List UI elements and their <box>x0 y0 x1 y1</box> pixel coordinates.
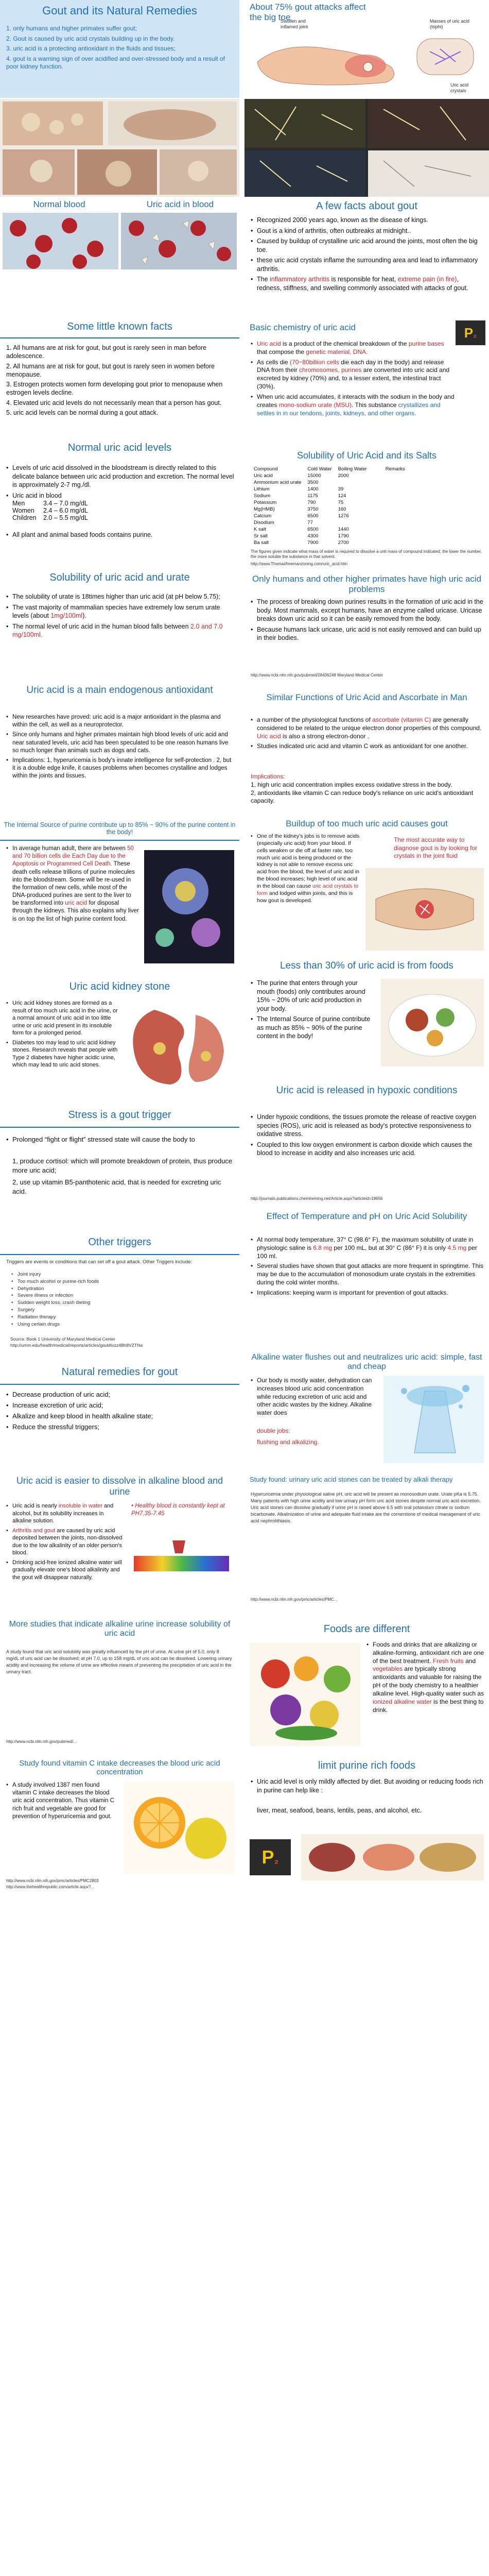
slide-title: Uric acid kidney stone <box>69 981 170 992</box>
list-item: • Since only humans and higher primates maintain high blood levels of uric acid and near saturated levels, uric acid has been speculated to be one reason humans live so much longer than animals such as dogs and cats. <box>5 731 234 755</box>
slide-title: A few facts about gout <box>316 200 417 212</box>
uric-blood-label: Uric acid in blood <box>146 199 214 209</box>
table-row: Sr salt 4300 1790 <box>254 533 349 539</box>
citrus-image <box>124 1782 234 1874</box>
source-link[interactable]: http://www.ncbi.nlm.nih.gov/pmc/articles/PMC... <box>251 1597 338 1602</box>
slide-title: Solubility of Uric Acid and its Salts <box>296 450 437 461</box>
source-link[interactable]: http://www.ncbi.nlm.nih.gov/pubmed/28436248 Maryland Medical Center <box>251 673 383 677</box>
list-item: • Caused by buildup of crystalline uric acid around the joints, most often the big toe. <box>250 237 484 254</box>
triggers-intro: Triggers are events or conditions that can set off a gout attack. Other Triggers include: <box>6 1259 193 1265</box>
studies-body: A study found that uric acid solubility was greatly influenced by the pH of urine. At urine pH of 5.0, only 8 mg/dL of uric acid can be dissolved; at pH 7.0, up to 158 mg/dL of uric acid can be dissolved. Lowering urinary acidity and increasing the volume of urine are effective means of preventing the precipitation of uric acid in the urinary tract. <box>6 1649 232 1675</box>
list-item: • When uric acid accumulates, it interacts with the sodium in the body and creates mono-sodium urate (MSU). This substance crystallizes and settles in in our tendons, joints, kidneys, and other organs. <box>250 393 456 417</box>
slide-title: More studies that indicate alkaline urine increase solubility of uric acid <box>9 1620 231 1638</box>
list-item: • Drinking acid-free ionized alkaline water will gradually elevate one's blood alkalinity and the gout will disappear naturally. <box>5 1559 124 1582</box>
water-list <box>250 1377 378 1419</box>
levels-table: Men 3.4 – 7.0 mg/dL Women 2.4 – 6.0 mg/dL Children 2.0 – 5.5 mg/dL <box>12 500 88 521</box>
stress-list <box>5 1135 232 1146</box>
list-item: • these uric acid crystals inflame the surrounding area and lead to inflammatory arthritis. <box>250 256 484 273</box>
table-row: Ammonium acid urate 3500 <box>254 480 319 485</box>
list-item: • Coupled to this low oxygen environment is carbon dioxide which causes the blood to increase in acidity and also increases uric acid. <box>250 1141 484 1158</box>
list-item: • The vast majority of mammalian species have extremely low serum urate levels (about 1mg/100ml). <box>5 603 234 620</box>
periodic-tile-icon: P₂ <box>250 1839 291 1875</box>
crystal-micrographs <box>244 99 489 197</box>
foods-list <box>250 979 373 1043</box>
list-item: • Prolonged “fight or flight” stressed state will cause the body to <box>5 1135 232 1144</box>
list-item: • Increase excretion of uric acid; <box>5 1401 234 1410</box>
slide-title: Other triggers <box>88 1236 151 1248</box>
slide-title: Stress is a gout trigger <box>68 1109 171 1121</box>
gout-photos <box>0 99 239 197</box>
ascorbate-list <box>250 716 484 753</box>
list-item: • Because humans lack uricase, uric acid is not easily removed and can build up in their bodies. <box>250 625 484 642</box>
slide-internal-source <box>0 819 239 974</box>
fact: 3. Estrogen protects women form developing gout prior to menopause when estrogen levels decline. <box>6 381 223 397</box>
list-item: • Our body is mostly water, dehydration can increases blood uric acid concentration while reducing excretion of uric acid and other acidic wastes by the kidney. Alkaline water does <box>250 1377 378 1417</box>
slide-title: Uric acid is released in hypoxic conditions <box>276 1085 458 1096</box>
primates-list <box>250 598 484 645</box>
page-title: Gout and its Natural Remedies <box>42 4 197 17</box>
fact: 4. Elevated uric acid levels do not necessarily mean that a person has gout. <box>6 399 222 406</box>
antioxidant-list <box>5 714 234 782</box>
kidney-list <box>5 999 118 1071</box>
table-source: http://www.Thomasfreemanzoning.com/uric_acid.htm <box>251 562 348 566</box>
levels-list <box>5 464 234 500</box>
fact: 2. All humans are at risk for gout, but gout is rarely seen in women before menopause. <box>6 362 215 378</box>
list-item: • At normal body temperature, 37° C (98.6° F), the maximum solubility of urate in physiologic saline is 6.8 mg per 100 mL, but at 30° C (86° F) it is only 4.5 mg per 100 ml. <box>250 1236 484 1260</box>
slide-gout-remedies <box>0 0 239 98</box>
list-item: • Uric acid is a product of the chemical breakdown of the purine bases that compose the genetic material, DNA. <box>250 340 456 357</box>
slide-title: Natural remedies for gout <box>61 1366 178 1378</box>
foods-different-list <box>365 1641 485 1716</box>
slide-normal-levels <box>0 428 239 546</box>
list-item: • Diabetes too may lead to uric acid kidney stones. Research reveals that people with Type 2 diabetes have higher acidic urine, which may lead to uric acid stones. <box>5 1039 118 1069</box>
list-item: • Alkalize and keep blood in health alkaline state; <box>5 1412 234 1420</box>
stress-effects: 1, produce cortisol: which will promote breakdown of protein, thus produce more uric acid; 2, use up vitamin B5-panthotenic acid, that is needed for excreting uric acid. <box>12 1157 233 1195</box>
list-item: • A study involved 1387 men found vitamin C intake decreases the blood uric acid concentration. Thus vitamin C rich fruit and vegetable are good for prevention of hyperuricemia and gout. <box>5 1782 116 1821</box>
slide-other-triggers <box>0 1231 239 1360</box>
limit-list <box>250 1777 484 1797</box>
list-item: • The purine that enters through your mouth (foods) only contributes around 15% ~ 20% of uric acid production in your body. <box>250 979 373 1013</box>
list-item: • One of the kidney's jobs is to remove acids (especially uric acid) from your blood. If cells weaken or die off at faster rate, too much uric acid is being produced or the kidney is not able to remove excess uric acid from the blood, the level of uric acid in the blood increases; high level of uric acid in the blood can cause uric acid crystals to form and lodged within joints, and this is how gout is developed. <box>250 833 360 905</box>
joint-illustration <box>365 868 484 951</box>
list-item: • Joint injury <box>10 1272 232 1278</box>
slide-alkaline-blood <box>0 1473 239 1613</box>
crystal-closeup <box>414 36 476 82</box>
slide-vitamin-c <box>0 1757 239 1896</box>
list-item: • Uric acid kidney stones are formed as a result of too much uric acid in the urine, or a normal amount of uric acid in too little urine or uric acid present in its insoluble form for a prolonged period. <box>5 999 118 1037</box>
slide-title: Effect of Temperature and pH on Uric Acid Solubility <box>266 1211 467 1221</box>
temperature-list <box>250 1236 484 1299</box>
slide-title: Basic chemistry of uric acid <box>250 323 356 332</box>
list-item: • The normal level of uric acid in the human blood falls between 2.0 and 7.0 mg/100ml. <box>5 622 234 639</box>
slide-antioxidant <box>0 683 239 817</box>
slide-kidney-stone <box>0 979 239 1103</box>
slide-title: Solubility of uric acid and urate <box>49 572 190 583</box>
list-item: • a number of the physiological functions of ascorbate (vitamin C) are generally considered to be related to the unique electron donor properties of this compound. Uric acid is also a strong electron-donor . <box>250 716 484 740</box>
slide-natural-remedies <box>0 1360 239 1463</box>
fact: 5. uric acid levels can be normal during a gout attack. <box>6 409 159 416</box>
intro-points <box>6 25 233 71</box>
kidney-stone-image <box>124 999 234 1097</box>
slide-alkaline-water <box>244 1350 489 1468</box>
implications: Implications: 1, high uric acid concentration implies excess oxidative stress in the body. 2, antioxidants like vitamin C can reduce body's reliance on uric acid's antioxidant capacity. <box>251 773 474 805</box>
food-plate-image <box>381 979 484 1066</box>
hand-tophi-photo <box>0 99 239 197</box>
slide-title: Foods are different <box>323 1623 410 1635</box>
list-item: • The inflammatory arthritis is responsible for heat, extreme pain (in fire), redness, stiffness, and swelling commonly associated with attacks of gout. <box>250 275 484 292</box>
slide-title: Uric acid is easier to dissolve in alkaline blood and urine <box>16 1476 223 1497</box>
cell-apoptosis-image <box>144 850 234 963</box>
double-jobs: double jobs: flushing and alkalizing. <box>257 1427 319 1446</box>
chemistry-list <box>250 340 456 419</box>
fact: 1. All humans are at risk for gout, but gout is rarely seen in man before adolescence. <box>6 344 207 360</box>
source-note: Source: Book 1 University of Maryland Medical Center <box>10 1336 116 1342</box>
slide-title: The Internal Source of purine contribute up to 85% ~ 90% of the purine content in the body! <box>4 821 236 836</box>
list-item: • Reduce the stressful triggers; <box>5 1422 234 1431</box>
slide-alkali-therapy <box>244 1473 489 1613</box>
facts-list <box>250 216 484 294</box>
list-item: • In average human adult, there are between 50 and 70 billion cells die Each Day due to the Apoptosis or Programmed Cell Death. These death cells release trillions of purine molecules into the bloodstream. Some will be re-used in the formation of new cells, while most of the DNA-produced purines are sent to the liver to be transformed into uric acid for disposal through the kidneys. This also explains why liver is on top the list of high purine content food. <box>5 845 139 923</box>
therapy-body: Hyperuricemia under physiological saline pH, uric acid will be present as monosodium urate. Urate pKa is 5.75. Many patients with high urine acidity and low urinary pH form uric acid stones despite normal uric acid excretion. Uric acid stones can dissolve gradually if urine pH is raised above 6.5 with oral potassium citrate or sodium bicarbonate. Alkalinization of urine and adequate fluid intake are the cornerstone of medical management of uric acid nephrolithiasis. <box>251 1492 481 1524</box>
list-item: • Uric acid level is only mildly affected by diet. But avoiding or reducing foods rich in purine can help like : <box>250 1777 484 1794</box>
point: 2. Gout is caused by uric acid crystals building up in the body. <box>6 35 175 42</box>
table-row: Calcium 6500 1276 <box>254 513 349 519</box>
list-item: • Too much alcohol or purine-rich foods <box>10 1279 232 1285</box>
list-item: • Using certain drugs <box>10 1321 232 1328</box>
swollen-label: Swollen and inflamed joint <box>281 19 308 30</box>
list-item: • Several studies have shown that gout attacks are more frequent in springtime. This may be due to the accumulation of monosodium urate crystals in the extremities during the cold winter months. <box>250 1262 484 1286</box>
urate-list <box>5 592 234 641</box>
table-row: K salt 6500 1440 <box>254 527 349 532</box>
buildup-list <box>250 833 360 907</box>
slide-ascorbate <box>244 690 489 814</box>
solubility-table: Compound Cold Water Boiling Water Remarks Uric acid 15000 2000 Ammonium acid urate 3500 Lithium 1400 39 Sodium 1175 124 Potassium 790 75 Mg(HMB) 3750 160 Calcium 6500 1276 Disodium 77 K salt 6500 1440 Sr salt 4300 1790 Ba salt 7900 2700 <box>251 466 408 546</box>
triggers-list <box>10 1272 232 1329</box>
list-item: • Dehydration <box>10 1286 232 1293</box>
list-item: • Levels of uric acid dissolved in the bloodstream is directly related to this delicate balance between uric acid production and excretion. The normal level is approximately 2-7 mg./dl. <box>5 464 234 489</box>
slide-hypoxic <box>244 1082 489 1206</box>
point: 4. gout is a warning sign of over acidified and over-stressed body and a result of poor kidney function. <box>6 55 225 71</box>
slide-buildup <box>244 817 489 956</box>
slide-solubility-salts <box>244 448 489 569</box>
point: 3. uric acid is a protecting antioxidant in the fluids and tissues; <box>6 45 176 53</box>
slide-solubility-urate <box>0 567 239 670</box>
purine-foods-image <box>301 1834 484 1880</box>
diagnosis-note: The most accurate way to diagnose gout is by looking for crystals in the joint fluid <box>394 836 478 860</box>
list-item: • Decrease production of uric acid; <box>5 1390 234 1399</box>
slide-title: Only humans and other higher primates have high uric acid problems <box>252 574 482 594</box>
list-item: • Implications: 1, hyperuricemia is body's innate intelligence for self-protection . 2, but it is a double edge knife, it causes problems when becomes crystalline and lodges within the joints and tissues. <box>5 757 234 781</box>
alkaline-blood-list <box>5 1502 124 1583</box>
source-link-1[interactable]: http://www.ncbi.nlm.nih.gov/pmc/articles/PMC2803 <box>6 1878 99 1883</box>
blood-cells-image <box>3 213 237 269</box>
slide-title: Some little known facts <box>67 321 172 332</box>
crystals-label: Uric acid crystals <box>450 82 469 94</box>
slide-foods-30 <box>244 958 489 1077</box>
list-item: • Sudden weight loss, crash dieting <box>10 1300 232 1307</box>
periodic-tile-icon: P₂ <box>456 320 485 345</box>
table-row: Mg(HMB) 3750 160 <box>254 506 346 512</box>
slide-title: About 75% gout attacks affect the big toe <box>250 2 366 22</box>
tophi-label: Masses of uric acid (tophi) <box>430 19 470 30</box>
micrograph-images <box>244 99 489 197</box>
slide-title: Buildup of too much uric acid causes gout <box>286 819 448 828</box>
remedies-list <box>5 1390 234 1434</box>
slide-facts-gout <box>244 198 489 317</box>
table-row: Sodium 1175 124 <box>254 493 346 499</box>
levels-list-2 <box>5 531 234 541</box>
slide-humans-primates <box>244 572 489 685</box>
source-link[interactable]: http://journals.publications.chemheming.net/Article.aspx?articleid=18656 <box>251 1196 383 1201</box>
normal-blood-label: Normal blood <box>33 199 85 209</box>
vitamin-list <box>5 1782 116 1823</box>
list-item: • Implications: keeping warm is important for prevention of gout attacks. <box>250 1289 484 1297</box>
facts-numbered <box>6 344 233 417</box>
slide-big-toe <box>244 0 489 98</box>
source-link[interactable]: http://umm.edu/health/medical/reports/articles/gout#ixzz4Bh8VZTNa <box>10 1343 143 1348</box>
slide-temperature-ph <box>244 1208 489 1347</box>
list-item: • Severe illness or infection <box>10 1293 232 1299</box>
slide-basic-chemistry <box>244 319 489 448</box>
list-item: • Radiation therapy <box>10 1314 232 1321</box>
list-item: • Studies indicated uric acid and vitamin C work as antioxidant for one another. <box>250 742 484 751</box>
foot-illustration <box>252 26 401 90</box>
slide-title: Study found: urinary uric acid stones can be treated by alkali therapy <box>250 1476 453 1483</box>
list-item: • The Internal Source of purine contribute as much as 85% ~ 90% of the purine content in the body! <box>250 1015 373 1041</box>
healthy-blood-note: • Healthy blood is constantly kept at PH7.35-7.45 <box>131 1503 225 1517</box>
list-item: • Recognized 2000 years ago, known as the disease of kings. <box>250 216 484 225</box>
slide-stress <box>0 1105 239 1229</box>
slide-foods-different <box>244 1620 489 1754</box>
point: 1. only humans and higher primates suffer gout; <box>6 25 137 32</box>
table-note: The figures given indicate what mass of water is required to dissolve a unit mass of compound indicated; the lower the number, the more soluble the substance in that solvent. <box>251 549 482 559</box>
source-link-2[interactable]: http://www.thehealthrepublic.com/article.aspx?... <box>6 1885 95 1889</box>
list-item: • As cells die (70~80billion cells die each day in the body) and release DNA from their chromosomes, purines are converted into uric acid and excreted by kidney (70%) and, to a lesser extent, the intestinal tract (30%). <box>250 359 456 391</box>
table-row: Potassium 790 75 <box>254 500 344 505</box>
list-item: • All plant and animal based foods contains purine. <box>5 531 234 539</box>
list-item: • Uric acid is nearly insoluble in water and alcohol, but its solubility increases in alkaline solution. <box>5 1502 124 1525</box>
source-link[interactable]: http://www.ncbi.nlm.nih.gov/pubmed/... <box>6 1739 77 1744</box>
fruits-vegetables-image <box>250 1643 360 1746</box>
slide-little-known <box>0 317 239 425</box>
slide-title: Uric acid is a main endogenous antioxidant <box>26 685 213 696</box>
water-splash-image <box>383 1376 484 1463</box>
slide-title: Study found vitamin C intake decreases the blood uric acid concentration <box>19 1759 220 1776</box>
table-row: Uric acid 15000 2000 <box>254 473 349 479</box>
list-item: • Surgery <box>10 1307 232 1314</box>
list-item: • New researches have proved: uric acid is a major antioxidant in the plasma and within the cell, as well as a neuroprotector. <box>5 714 234 729</box>
slide-title: Normal uric acid levels <box>67 442 172 453</box>
internal-list <box>5 845 139 925</box>
list-item: • Under hypoxic conditions, the tissues promote the release of reactive oxygen species (ROS), uric acid is released as body's protective responsiveness to oxidative stress. <box>250 1113 484 1139</box>
slide-blood <box>0 198 239 270</box>
table-row: Disodium 77 <box>254 520 313 526</box>
slide-title: Less than 30% of uric acid is from foods <box>280 960 453 971</box>
purine-foods: liver, meat, seafood, beans, lentils, peas, and alcohol, etc. <box>257 1807 422 1814</box>
slide-title: Alkaline water flushes out and neutralizes uric acid: simple, fast and cheap <box>251 1353 482 1371</box>
slide-more-studies <box>0 1618 239 1752</box>
list-item: • Arthritis and gout are caused by uric acid deposited between the joints, non-dissolved due to the low alkalinity of an older person's blood. <box>5 1527 124 1557</box>
list-item: • Gout is a kind of arthritis, often outbreaks at midnight.. <box>250 227 484 235</box>
hypoxic-list <box>250 1113 484 1160</box>
table-row: Ba salt 7900 2700 <box>254 540 349 546</box>
slide-title: Similar Functions of Uric Acid and Ascorbate in Man <box>266 692 467 702</box>
slide-limit-purine <box>244 1757 489 1886</box>
ph-scale-image <box>129 1530 234 1602</box>
list-item: • The solubility of urate is 18times higher than uric acid (at pH below 5.75); <box>5 592 234 601</box>
slide-title: limit purine rich foods <box>318 1760 415 1771</box>
list-item: • Uric acid in blood <box>5 492 234 500</box>
list-item: • Foods and drinks that are alkalizing or alkaline-forming, antioxidant rich are one of the best treatment. Fresh fruits and vegetables are typically strong antioxidants and valuable for raising the pH of the body chemistry to a healthier alkaline level. High-quality water such as ionized alkaline water is the best thing to drink. <box>365 1641 485 1714</box>
table-row: Lithium 1400 39 <box>254 486 344 492</box>
list-item: • The process of breaking down purines results in the formation of uric acid in the body. Most mammals, except humans, have an enzyme called uricase. Uricase breaks down uric acid so it can be easily removed from the body. <box>250 598 484 623</box>
